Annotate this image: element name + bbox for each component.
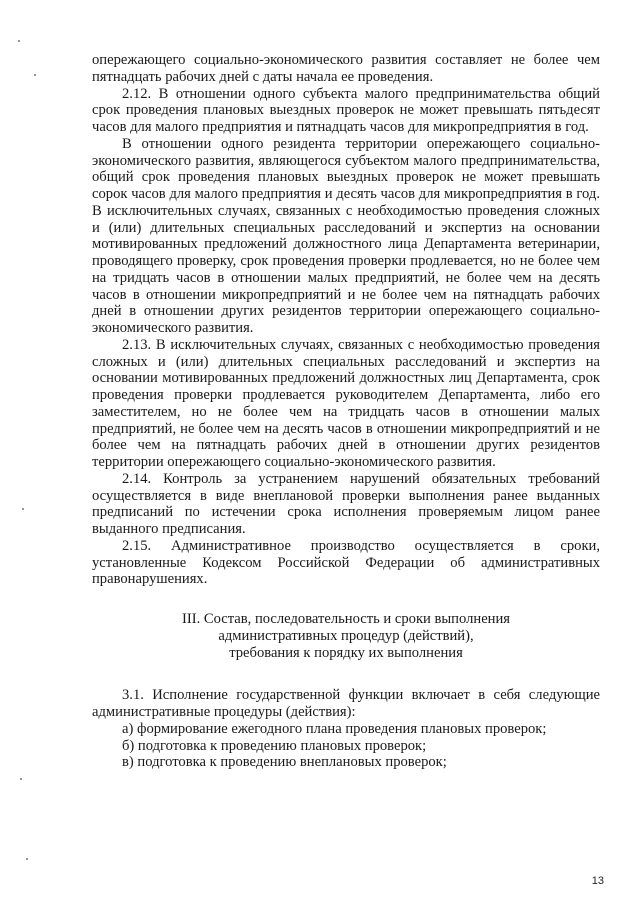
section-heading-line: III. Состав, последовательность и сроки выполнения [181, 611, 511, 627]
scan-speck [18, 40, 20, 42]
paragraph-resident-limits: В отношении одного резидента территории опережающего социально-экономического развития, являющегося субъектом малого предпринимательства, общий срок проведения плановых выездных проверок не может превышать сорок часов для малого предприятия и десять часов для микропредприятия в год. В исключительных случаях, связанных с необходимостью проведения сложных и (или) длительных специальных расследований и экспертиз на основании мотивированных предложений должностного лица Департамента ветеринарии, проводящего проверку, срок проведения проверки продлевается, но не более чем на тридцать часов в отношении малых предприятий, не более чем на десять часов в отношении микропредприятий и не более чем на пятнадцать рабочих дней в отношении других резидентов территории опережающего социально-экономического развития. [92, 135, 600, 336]
scan-speck [34, 74, 36, 76]
document-body [92, 52, 600, 771]
paragraph-2-12: 2.12. В отношении одного субъекта малого предпринимательства общий срок проведения плановых выездных проверок не может превышать пятьдесят часов для малого предприятия и пятнадцать часов для микропредприятия в год. [92, 85, 600, 135]
section-heading-line: требования к порядку их выполнения [229, 644, 463, 661]
list-item-a: а) формирование ежегодного плана проведения плановых проверок; [122, 720, 547, 737]
page-number: 13 [591, 875, 604, 887]
section-heading-iii [92, 611, 600, 661]
scan-speck [26, 858, 28, 860]
paragraph-2-14: 2.14. Контроль за устранением нарушений обязательных требований осуществляется в виде внеплановой проверки выполнения ранее выданных предписаний по истечении срока исполнения проверяемым лицом ранее выданного предписания. [92, 470, 600, 537]
section-heading-line: административных процедур (действий), [218, 627, 474, 644]
paragraph-3-1: 3.1. Исполнение государственной функции включает в себя следующие административные процедуры (действия): [92, 687, 600, 720]
paragraph-2-13: 2.13. В исключительных случаях, связанных с необходимостью проведения сложных и (или) длительных специальных расследований и экспертиз на основании мотивированных предложений должностных лиц Департамента, срок проведения проверки продлевается руководителем Департамента, либо его заместителем, но не более чем на тридцать часов в отношении малых предприятий, не более чем на десять часов в отношении микропредприятий и не более чем на пятнадцать рабочих дней в отношении других резидентов территории опережающего социально-экономического развития. [92, 336, 600, 470]
scan-speck [22, 508, 24, 510]
scan-speck [20, 778, 22, 780]
paragraph-2-15: 2.15. Административное производство осуществляется в сроки, установленные Кодексом Российской Федерации об административных правонарушениях. [92, 537, 600, 588]
list-item-b: б) подготовка к проведению плановых проверок; [122, 737, 427, 754]
list-item-v: в) подготовка к проведению внеплановых проверок; [122, 754, 447, 771]
paragraph-continuation: опережающего социально-экономического развития составляет не более чем пятнадцать рабочих дней с даты начала ее проведения. [92, 52, 600, 85]
